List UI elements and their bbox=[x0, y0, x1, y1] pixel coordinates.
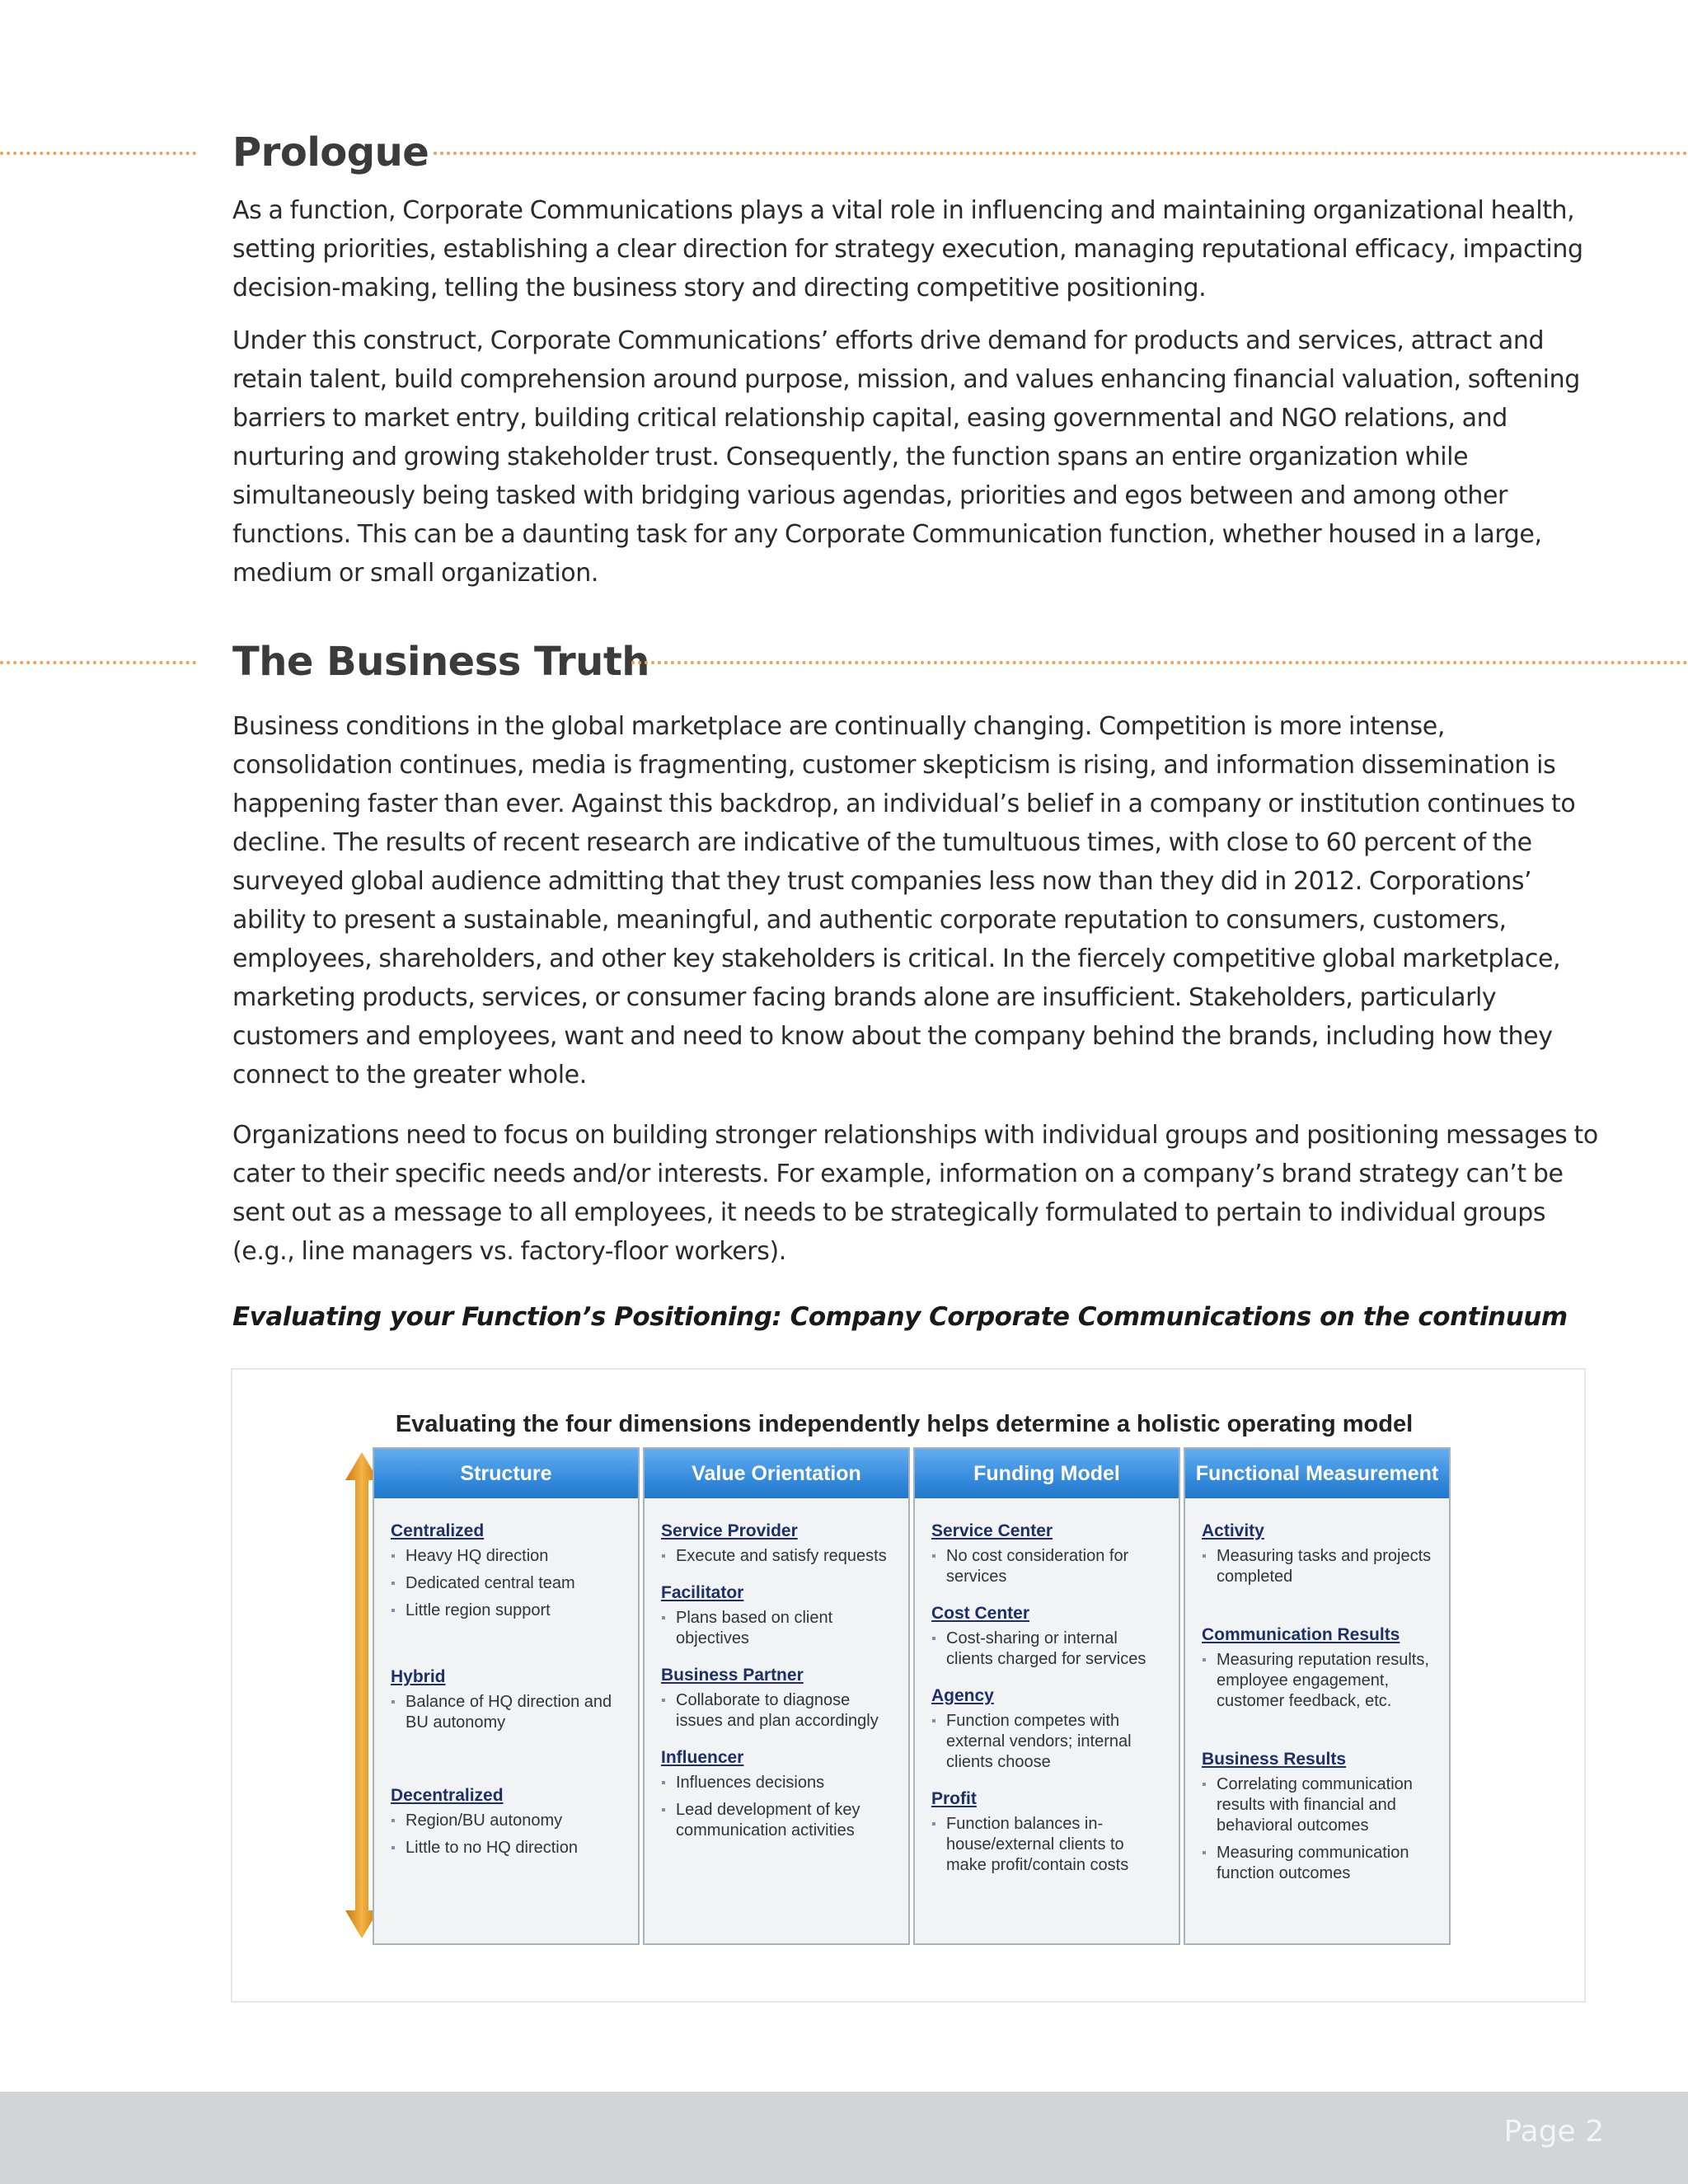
bullet-item: ▪ Function balances in-house/external clients to make profit/contain costs bbox=[931, 1814, 1164, 1876]
figure-title: Evaluating the four dimensions independently helps determine a holistic operating model bbox=[395, 1411, 1414, 1437]
bullet-item: ▪ Lead development of key communication activities bbox=[661, 1800, 893, 1841]
operating-model-figure bbox=[231, 1368, 1586, 2003]
group-title: Business Partner bbox=[661, 1666, 804, 1685]
group-business-results bbox=[1202, 1750, 1434, 1884]
bullet-item: ▪ Little region support bbox=[391, 1601, 623, 1621]
group-title: Service Center bbox=[931, 1521, 1053, 1540]
business-truth-paragraph-1: Business conditions in the global marketplace are continually changing. Competition is more intense, consolidation continues, media is fragmenting, customer skepticism is rising, and information dissemination is happening faster than ever. Against this backdrop, an individual’s belief in a company or institution continues to decline. The results of recent research are indicative of the tumultuous times, with close to 60 percent of the surveyed global audience admitting that they trust companies less now than they did in 2012. Corporations’ ability to present a sustainable, meaningful, and authentic corporate reputation to consumers, customers, employees, shareholders, and other key stakeholders is critical. In the fiercely competitive global marketplace, marketing products, services, or consumer facing brands alone are insufficient. Stakeholders, particularly customers and employees, want and need to know about the company behind the brands, including how they connect to the greater whole. bbox=[232, 712, 1576, 1090]
group-facilitator bbox=[661, 1583, 893, 1649]
figure-caption: Evaluating your Function’s Positioning: Company Corporate Communications on the continuum bbox=[232, 1302, 1568, 1332]
prologue-paragraph-1: As a function, Corporate Communications plays a vital role in influencing and maintaining organizational health, setting priorities, establishing a clear direction for strategy execution, managing reputational efficacy, impacting decision-making, telling the business story and directing competitive positioning. bbox=[232, 196, 1583, 302]
business-truth-paragraph-2: Organizations need to focus on building stronger relationships with individual groups and positioning messages to cater to their specific needs and/or interests. For example, information on a company’s brand strategy can’t be sent out as a message to all employees, it needs to be strategically formulated to pertain to individual groups (e.g., line managers vs. factory-floor workers). bbox=[232, 1121, 1598, 1266]
group-service-provider bbox=[661, 1521, 893, 1567]
column-header: Funding Model bbox=[915, 1449, 1179, 1498]
column-structure bbox=[373, 1447, 640, 1945]
prologue-header bbox=[0, 124, 1688, 181]
group-agency bbox=[931, 1686, 1164, 1773]
bullet-item: ▪ Function competes with external vendors; internal clients choose bbox=[931, 1711, 1164, 1773]
bullet-item: ▪ No cost consideration for services bbox=[931, 1546, 1164, 1587]
column-header: Value Orientation bbox=[645, 1449, 908, 1498]
group-title: Agency bbox=[931, 1686, 994, 1705]
bullet-item: ▪ Execute and satisfy requests bbox=[661, 1546, 893, 1567]
group-hybrid bbox=[391, 1667, 623, 1733]
page-number: Page 2 bbox=[1503, 2115, 1604, 2149]
group-activity bbox=[1202, 1521, 1434, 1587]
prologue-paragraph-2: Under this construct, Corporate Communications’ efforts drive demand for products and services, attract and retain talent, build comprehension around purpose, mission, and values enhancing financial valuation, softening barriers to market entry, building critical relationship capital, easing governmental and NGO relations, and nurturing and growing stakeholder trust. Consequently, the function spans an entire organization while simultaneously being tasked with bridging various agendas, priorities and egos between and among other functions. This can be a daunting task for any Corporate Communication function, whether housed in a large, medium or small organization. bbox=[232, 326, 1580, 588]
left-dotted-rule bbox=[0, 661, 196, 664]
group-title: Hybrid bbox=[391, 1667, 446, 1686]
column-functional-measurement bbox=[1184, 1447, 1451, 1945]
column-header: Structure bbox=[374, 1449, 638, 1498]
group-title: Decentralized bbox=[391, 1786, 504, 1805]
bullet-item: ▪ Heavy HQ direction bbox=[391, 1546, 623, 1567]
group-title: Service Provider bbox=[661, 1521, 798, 1540]
bullet-item: ▪ Measuring reputation results, employee engagement, customer feedback, etc. bbox=[1202, 1650, 1434, 1712]
group-service-center bbox=[931, 1521, 1164, 1587]
bullet-item: ▪ Cost-sharing or internal clients charged for services bbox=[931, 1629, 1164, 1670]
column-header: Functional Measurement bbox=[1185, 1449, 1449, 1498]
group-influencer bbox=[661, 1748, 893, 1841]
right-dotted-rule bbox=[434, 152, 1688, 155]
bullet-item: ▪ Measuring communication function outcomes bbox=[1202, 1843, 1434, 1884]
group-decentralized bbox=[391, 1786, 623, 1858]
group-profit bbox=[931, 1789, 1164, 1876]
bullet-item: ▪ Measuring tasks and projects completed bbox=[1202, 1546, 1434, 1587]
bullet-item: ▪ Collaborate to diagnose issues and plan accordingly bbox=[661, 1690, 893, 1732]
bullet-item: ▪ Correlating communication results with financial and behavioral outcomes bbox=[1202, 1774, 1434, 1836]
group-title: Activity bbox=[1202, 1521, 1264, 1540]
group-business-partner bbox=[661, 1666, 893, 1732]
group-title: Influencer bbox=[661, 1748, 744, 1767]
group-title: Business Results bbox=[1202, 1750, 1347, 1769]
group-title: Communication Results bbox=[1202, 1625, 1400, 1644]
group-title: Cost Center bbox=[931, 1604, 1030, 1623]
bullet-item: ▪ Region/BU autonomy bbox=[391, 1811, 623, 1831]
group-title: Facilitator bbox=[661, 1583, 744, 1602]
section-heading-business-truth: The Business Truth bbox=[232, 639, 649, 685]
bullet-item: ▪ Influences decisions bbox=[661, 1773, 893, 1793]
bullet-item: ▪ Balance of HQ direction and BU autonomy bbox=[391, 1692, 623, 1733]
business-truth-header bbox=[0, 633, 1688, 691]
group-title: Centralized bbox=[391, 1521, 485, 1540]
section-heading-prologue: Prologue bbox=[232, 129, 429, 176]
column-value-orientation bbox=[643, 1447, 910, 1945]
bullet-item: ▪ Plans based on client objectives bbox=[661, 1608, 893, 1649]
group-communication-results bbox=[1202, 1625, 1434, 1712]
bullet-item: ▪ Dedicated central team bbox=[391, 1573, 623, 1594]
group-centralized bbox=[391, 1521, 623, 1621]
right-dotted-rule bbox=[631, 661, 1688, 664]
page-footer bbox=[0, 2092, 1688, 2184]
group-title: Profit bbox=[931, 1789, 977, 1808]
bullet-item: ▪ Little to no HQ direction bbox=[391, 1838, 623, 1858]
column-funding-model bbox=[913, 1447, 1180, 1945]
group-cost-center bbox=[931, 1604, 1164, 1670]
left-dotted-rule bbox=[0, 152, 196, 155]
